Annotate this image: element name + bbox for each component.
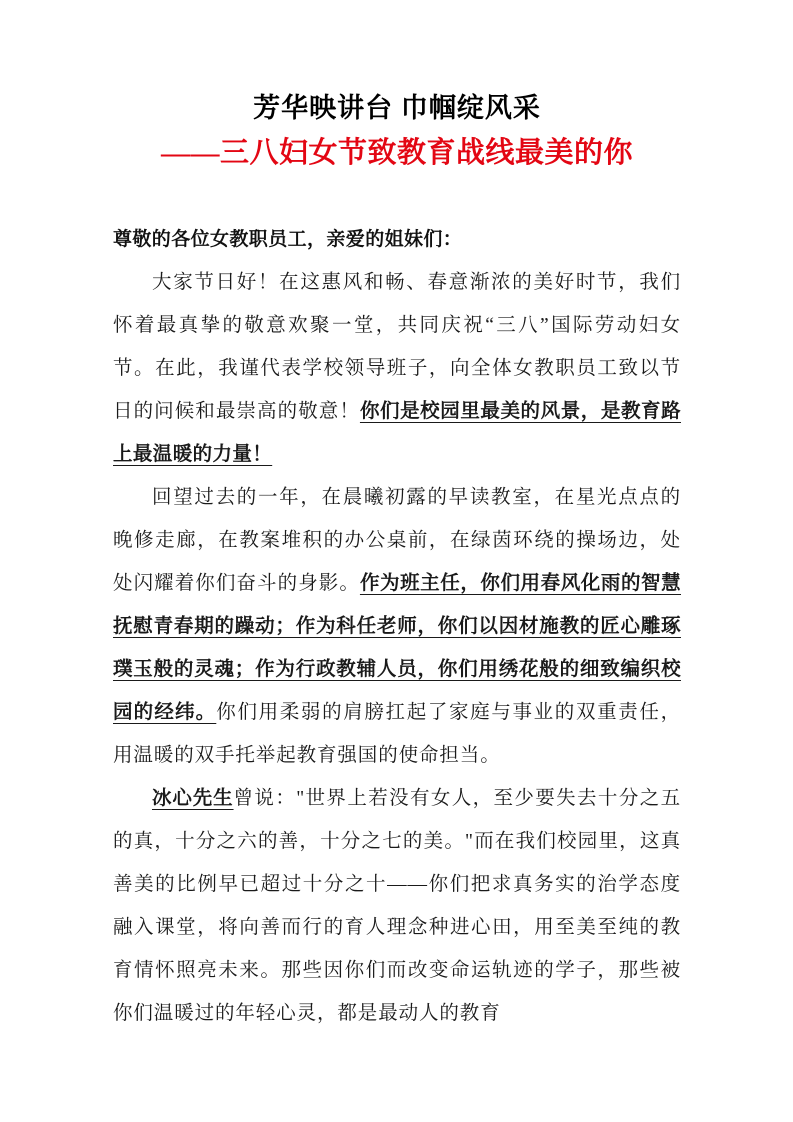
body-text: 曾说："世界上若没有女人，至少要失去十分之五的真，十分之六的善，十分之七的美。"而在我们校园里，这真善美的比例早已超过十分之十——你们把求真务实的治学态度融入课堂，将向善而行的育人理念种进心田，用至美至纯的教育情怀照亮未来。那些因你们而改变命运轨迹的学子，那些被你们温暖过的年轻心灵，都是最动人的教育 xyxy=(113,788,681,1024)
paragraph xyxy=(113,777,681,1035)
document-body xyxy=(113,218,681,1035)
emphasized-text: 冰心先生 xyxy=(152,788,234,809)
page-content xyxy=(113,0,681,1035)
paragraph-list xyxy=(113,261,681,1035)
emphasized-text: 作为班主任，你们用春风化雨的智慧抚慰青春期的躁动；作为科任老师，你们以因材施教的匠心雕琢璞玉般的灵魂；作为行政教辅人员，你们用绣花般的细致编织校园的经纬。 xyxy=(113,573,681,723)
title-block xyxy=(113,0,681,174)
document-title-main: 芳华映讲台 巾帼绽风采 xyxy=(253,93,541,123)
emphasized-text: 你们是校园里最美的风景，是教育路上最温暖的力量！ xyxy=(113,401,681,465)
document-title-subtitle: ——三八妇女节致教育战线最美的你 xyxy=(160,137,633,169)
body-text: 回望过去的一年，在晨曦初露的早读教室，在星光点点的晚修走廊，在教案堆积的办公桌前，在绿茵环绕的操场边，处处闪耀着你们奋斗的身影。 xyxy=(113,487,681,594)
salutation: 尊敬的各位女教职员工，亲爱的姐妹们： xyxy=(113,229,463,250)
body-text: 大家节日好！在这惠风和畅、春意渐浓的美好时节，我们怀着最真挚的敬意欢聚一堂，共同庆祝“三八”国际劳动妇女节。在此，我谨代表学校领导班子，向全体女教职员工致以节日的问候和最崇高的敬意！ xyxy=(113,272,681,422)
body-text: 你们用柔弱的肩膀扛起了家庭与事业的双重责任，用温暖的双手托举起教育强国的使命担当。 xyxy=(113,702,681,766)
paragraph xyxy=(113,476,681,777)
paragraph xyxy=(113,261,681,476)
